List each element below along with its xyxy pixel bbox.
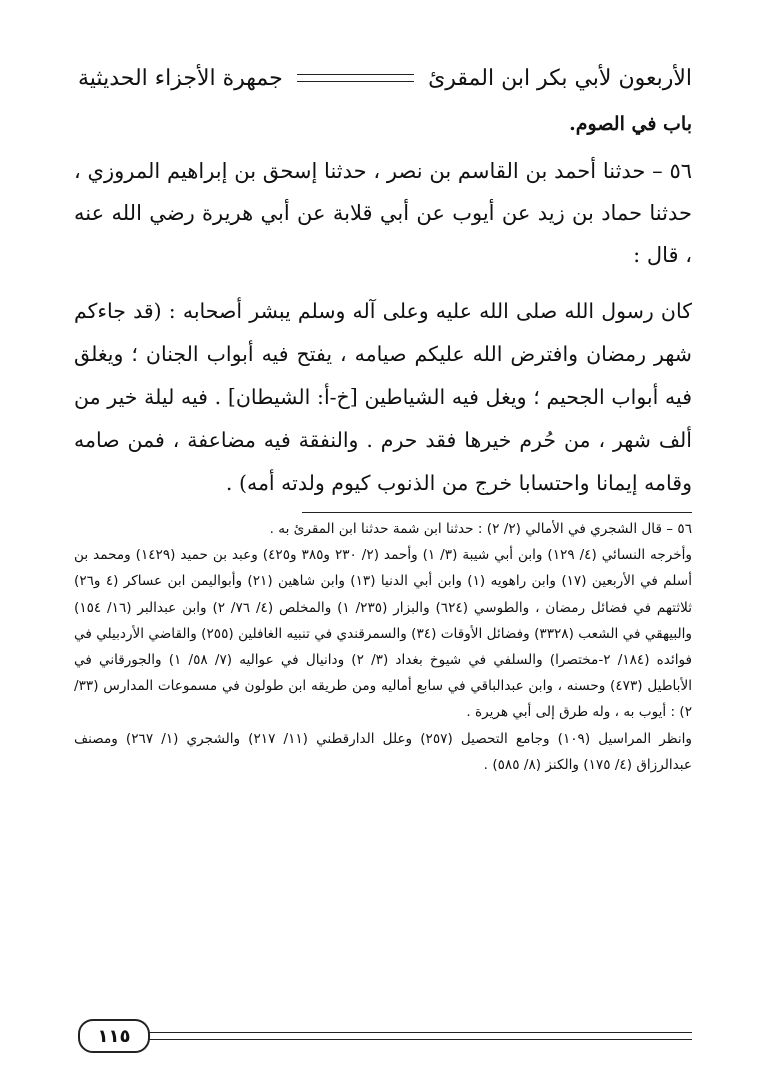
footnote-line: وأخرجه النسائي (٤/ ١٢٩) وابن أبي شيبة (٣/ ١) وأحمد (٢/ ٢٣٠ و٣٨٥ و٤٢٥) وعبد بن حميد (١٤٢٩) ومحمد بن أسلم في الأربعين (١٧) وابن راهويه (١) وابن أبي الدنيا (١٣) وابن شاهين (٢١) وأبواليمن ابن عساكر (٤ و٢٦) ثلاثتهم في فضائل رمضان ، والطوسي (٦٢٤) والبزار (٢٣٥/ ١) والمخلص (٤/ ٧٦/ ٢) وابن عبدالبر (١٦/ ١٥٤) والبيهقي في الشعب (٣٣٢٨) وفضائل الأوقات (٣٤) والسمرقندي في تنبيه الغافلين (٢٥٥) والقاضي الأردبيلي في فوائده (١٨٤/ ٢-مختصرا) والسلفي في شيوخ بغداد (٣/ ٢) ودانيال في عواليه (٧/ ٥٨/ ١) والجورقاني في الأباطيل (٤٧٣) وحسنه ، وابن عبدالباقي في سابع أماليه ومن طريقه ابن طولون في مسموعات المدارس (٣٣/ ٢) : أيوب به ، وله طرق إلى أبي هريرة . <box>74 547 693 721</box>
footnote-line: ٥٦ – قال الشجري في الأمالي (٢/ ٢) : حدثنا ابن شمة حدثنا ابن المقرئ به . <box>269 521 692 537</box>
page-number: ١١٥ <box>78 1019 150 1053</box>
page-footer <box>78 1018 692 1054</box>
header-part-title: الأربعون لأبي بكر ابن المقرئ <box>428 65 692 91</box>
hadith-matn: كان رسول الله صلى الله عليه وعلى آله وسلم يبشر أصحابه : (قد جاءكم شهر رمضان وافترض الله عليكم صيامه ، يفتح فيه أبواب الجنان ؛ ويغلق فيه أبواب الجحيم ؛ ويغل فيه الشياطين [خ-أ: الشيطان] . فيه ليلة خير من ألف شهر ، من حُرم خيرها فقد حرم . والنفقة فيه مضاعفة ، فمن صامه وقامه إيمانا واحتسابا خرج من الذنوب كيوم ولدته أمه) . <box>74 299 692 495</box>
running-header <box>78 58 692 98</box>
chapter-heading: باب في الصوم. <box>569 113 692 135</box>
footnote-line: وانظر المراسيل (١٠٩) وجامع التحصيل (٢٥٧) وعلل الدارقطني (١١/ ٢١٧) والشجري (١/ ٢٦٧) ومصنف عبدالرزاق (٤/ ١٧٥) والكنز (٨/ ٥٨٥) . <box>74 730 692 773</box>
footer-rule <box>146 1032 692 1040</box>
footnote-separator <box>302 512 692 513</box>
header-book-title: جمهرة الأجزاء الحديثية <box>78 65 283 91</box>
header-rule <box>297 74 414 82</box>
footnotes <box>74 516 692 778</box>
hadith-isnad: ٥٦ – حدثنا أحمد بن القاسم بن نصر ، حدثنا إسحق بن إبراهيم المروزي ، حدثنا حماد بن زيد عن أيوب عن أبي قلابة عن أبي هريرة رضي الله عنه ، قال : <box>74 159 692 267</box>
